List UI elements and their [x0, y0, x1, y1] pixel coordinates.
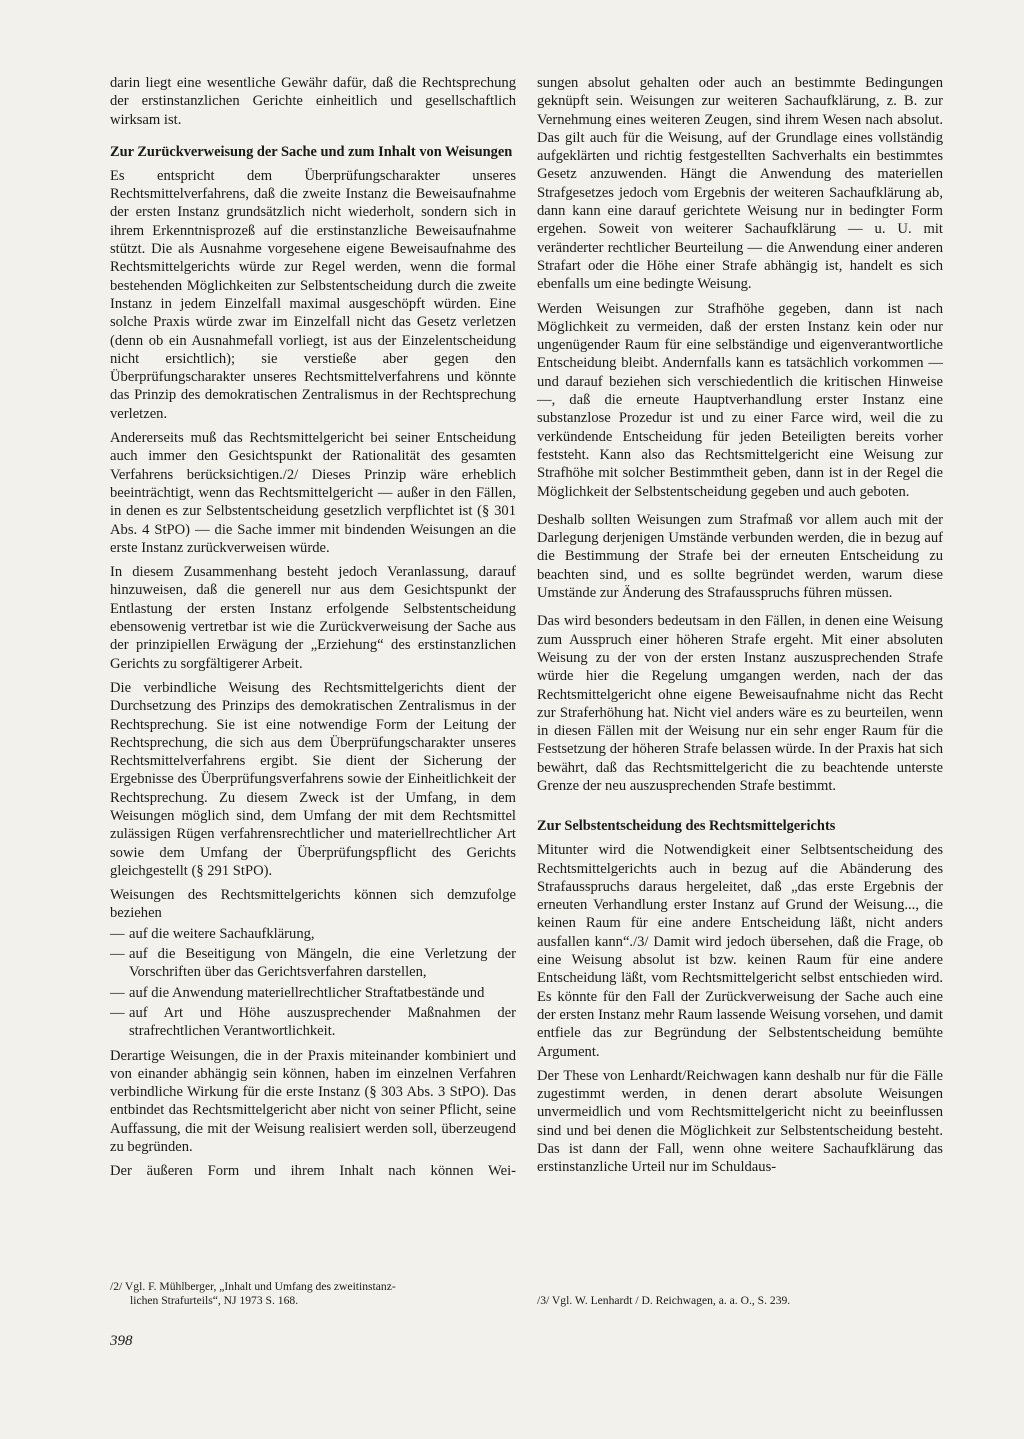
section-heading: Zur Selbstentscheidung des Rechtsmittelgerichts [537, 818, 836, 835]
weisungen-list [110, 925, 516, 1041]
paragraph: Weisungen des Rechtsmittelgerichts können sich demzufolge beziehen [110, 887, 516, 922]
list-dash: — [110, 984, 125, 1001]
footnote-text: /2/ Vgl. F. Mühlberger, „Inhalt und Umfang des zweitinstanz- [110, 1280, 396, 1293]
paragraph: Der äußeren Form und ihrem Inhalt nach können Wei- [110, 1163, 516, 1180]
right-column [537, 74, 943, 1183]
paragraph: Werden Weisungen zur Strafhöhe gegeben, dann ist nach Möglichkeit zu vermeiden, daß der ersten Instanz kein oder nur ungenügender Raum für eine selbständige und eigenverantwortliche Entscheidung bleibt. Andernfalls kann es tatsächlich vorkommen — und darauf beziehen sich verschiedentlich die kritischen Hinweise —, daß die erneute Hauptverhandlung erster Instanz eine substanzlose Prozedur ist und zu einer Farce wird, weil die zu verkündende Entscheidung für jeden Beteiligten bereits vorher feststeht. Kann also das Rechtsmittelgericht eine Weisung zur Strafhöhe mit solcher Bestimmtheit geben, dann ist in der Regel die Möglichkeit der Selbstentscheidung gegeben und auch geboten. [537, 300, 943, 500]
page-number: 398 [110, 1333, 133, 1349]
paragraph: Deshalb sollten Weisungen zum Strafmaß vor allem auch mit der Darlegung derjenigen Umstände verbunden werden, die in bezug auf die Bestimmung der Strafe bei der erneuten Entscheidung zu beachten sind, und es sollte begründet werden, warum diese Umstände zur Änderung des Strafausspruchs führen müssen. [537, 511, 943, 602]
paragraph: Es entspricht dem Überprüfungscharakter unseres Rechtsmittelverfahrens, daß die zweite Instanz die Beweisaufnahme der ersten Instanz grundsätzlich nicht wiederholt, sondern sich in ihrem Erkenntnisprozeß auf die erstinstanzliche Beweisaufnahme stützt. Die als Ausnahme vorgesehene eigene Beweisaufnahme des Rechtsmittelgerichts würde zur Regel werden, wenn die formal bestehenden Möglichkeiten zur Selbstentscheidung durch die zweite Instanz in jedem Einzelfall maximal ausgeschöpft würden. Eine solche Praxis würde zwar im Einzelfall nicht das Gesetz verletzen (denn ob ein Ausnahmefall vorliegt, ist aus der Einzelentscheidung nicht ersichtlich); sie verstieße aber gegen den Überprüfungscharakter unseres Rechtsmittelverfahrens und könnte das Prinzip des demokratischen Zentralismus in der Rechtsprechung verletzen. [110, 167, 516, 422]
paragraph: In diesem Zusammenhang besteht jedoch Veranlassung, darauf hinzuweisen, daß die generell nur aus dem Gesichtspunkt der Entlastung der ersten Instanz erfolgende Selbstentscheidung ebensowenig vertretbar ist wie die Zurückverweisung der Sache aus der prinzipiellen Erwägung der „Erziehung“ des erstinstanzlichen Gerichts zu sorgfältigerer Arbeit. [110, 564, 516, 672]
list-item [110, 984, 516, 1002]
paragraph: darin liegt eine wesentliche Gewähr dafür, daß die Rechtsprechung der erstinstanzlichen Gerichte einheitlich und gesellschaftlich wirksam ist. [110, 75, 516, 128]
list-item-text: auf die Anwendung materiellrechtlicher Straftatbestände und [129, 984, 485, 1001]
left-column [110, 74, 516, 1187]
list-dash: — [110, 1004, 125, 1021]
paragraph: sungen absolut gehalten oder auch an bestimmte Bedingungen geknüpft sein. Weisungen zur weiteren Sachaufklärung, z. B. zur Vernehmung eines weiteren Zeugen, sind ihrem Wesen nach absolut. Das gilt auch für die Weisung, auf der Grundlage eines vollständig aufgeklärten und richtig festgestellten Sachverhalts ein bestimmtes Gesetz anzuwenden. Hängt die Anwendung des materiellen Strafgesetzes jedoch vom Ergebnis der weiteren Sachaufklärung ab, dann kann eine darauf gerichtete Weisung nur in bedingter Form ergehen. Soweit von weiterer Sachaufklärung — u. U. mit veränderter rechtlicher Beurteilung — die Anwendung einer anderen Strafart oder die Höhe einer Strafe abhängig ist, handelt es sich ebenfalls um eine bedingte Weisung. [537, 75, 943, 293]
footnote-2 [110, 1280, 516, 1308]
list-item-text: auf Art und Höhe auszusprechender Maßnahmen der strafrechtlichen Verantwortlichkeit. [129, 1004, 516, 1040]
paragraph: Der These von Lenhardt/Reichwagen kann deshalb nur für die Fälle zugestimmt werden, in denen derart absolute Weisungen unvermeidlich und vom Rechtsmittelgericht nicht zu beeinflussen sind und bei denen die Möglichkeit zur Selbstentscheidung besteht. Das ist dann der Fall, wenn ohne weitere Sachaufklärung das erstinstanzliche Urteil nur im Schuldaus- [537, 1067, 943, 1176]
list-item-text: auf die Beseitigung von Mängeln, die eine Verletzung der Vorschriften über das Gerichtsverfahren darstellen, [129, 946, 516, 981]
list-dash: — [110, 925, 125, 942]
list-item [110, 925, 516, 943]
list-item [110, 945, 516, 982]
footnote-text: lichen Strafurteils“, NJ 1973 S. 168. [130, 1294, 299, 1307]
list-item-text: auf die weitere Sachaufklärung, [129, 925, 315, 942]
footnote-text: /3/ Vgl. W. Lenhardt / D. Reichwagen, a. a. O., S. 239. [537, 1294, 791, 1307]
paragraph: Derartige Weisungen, die in der Praxis miteinander kombiniert und von einander abhängig sein können, haben im einzelnen Verfahren verbindliche Wirkung für die erste Instanz (§ 303 Abs. 3 StPO). Das entbindet das Rechtsmittelgericht aber nicht von seiner Pflicht, seine Auffassung, die mit der Weisung realisiert werden soll, überzeugend zu begründen. [110, 1047, 516, 1156]
paragraph: Mitunter wird die Notwendigkeit einer Selbtsentscheidung des Rechtsmittelgerichts auch in bezug auf die Abänderung des Strafausspruchs daraus hergeleitet, daß „das erste Ergebnis der erneuten Verhandlung erster Instanz auf Grund der Weisung..., die keinen Raum für eine andere Entscheidung läßt, nicht anders ausfallen kann“./3/ Damit wird jedoch übersehen, daß die Frage, ob eine Weisung absolut ist bzw. keinen Raum für eine andere Entscheidung läßt, vom Rechtsmittelgericht selbst entschieden wird. Es könnte für den Fall der Zurückverweisung der Sache auch eine der ersten Instanz mehr Raum lassende Weisung vorsehen, und damit entfiele das zur Begründung der Selbstentscheidung bemühte Argument. [537, 842, 943, 1060]
paragraph: Die verbindliche Weisung des Rechtsmittelgerichts dient der Durchsetzung des Prinzips des demokratischen Zentralismus in der Rechtsprechung. Sie ist eine notwendige Form der Leitung der Rechtsprechung, die sich aus dem Überprüfungscharakter unseres Rechtsmittelverfahrens ergibt. Sie dient der Sicherung der Ergebnisse des Überprüfungsverfahrens sowie der Einheitlichkeit der Rechtsprechung. Zu diesem Zweck ist der Umfang, in dem Weisungen möglich sind, dem Umfang der mit dem Rechtsmittel zulässigen Rügen verfahrensrechtlicher und materiellrechtlicher Art sowie dem Umfang der Überprüfungspflicht des Gerichts gleichgestellt (§ 291 StPO). [110, 679, 516, 879]
paragraph: Das wird besonders bedeutsam in den Fällen, in denen eine Weisung zum Ausspruch einer höheren Strafe ergeht. Mit einer absoluten Weisung zu der von der ersten Instanz auszusprechenden Strafe würde hier die Regelung umgangen werden, nach der das Rechtsmittelgericht ohne eigene Beweisaufnahme nicht das Recht zur Straferhöhung hat. Nicht viel anders wäre es zu beurteilen, wenn in diesen Fällen mit der Weisung nur ein sehr enger Raum für die Festsetzung der höheren Strafe belassen würde. In der Praxis hat sich bewährt, daß das Rechtsmittelgericht die zu beachtende unterste Grenze der neu auszusprechenden Strafe bestimmt. [537, 613, 943, 794]
paragraph: Andererseits muß das Rechtsmittelgericht bei seiner Entscheidung auch immer den Gesichtspunkt der Rationalität des gesamten Verfahrens berücksichtigen./2/ Dieses Prinzip wäre erheblich beeinträchtigt, wenn das Rechtsmittelgericht — außer in den Fällen, in denen es zur Selbstentscheidung gesetzlich verpflichtet ist (§ 301 Abs. 4 StPO) — die Sache immer mit bindenden Weisungen an die erste Instanz zurückverweisen würde. [110, 430, 516, 556]
footnote-3 [537, 1294, 943, 1308]
section-heading: Zur Zurückverweisung der Sache und zum Inhalt von Weisungen [110, 143, 513, 160]
list-dash: — [110, 946, 125, 963]
list-item [110, 1004, 516, 1041]
